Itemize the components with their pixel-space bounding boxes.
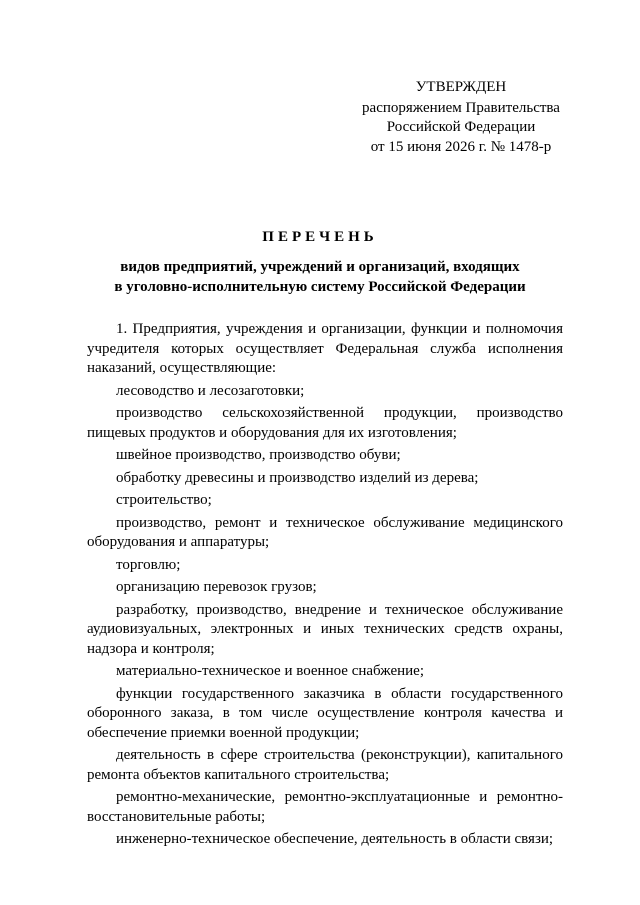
list-item: торговлю; <box>116 556 181 573</box>
list-item: лесоводство и лесозаготовки; <box>116 382 305 399</box>
document-heading <box>0 227 640 297</box>
document-subtitle-line-1: видов предприятий, учреждений и организаций, входящих <box>120 259 520 275</box>
list-item: организацию перевозок грузов; <box>116 579 317 595</box>
list-item: материально-техническое и военное снабжение; <box>116 663 425 679</box>
document-title: ПЕРЕЧЕНЬ <box>262 229 378 245</box>
list-item: функции государственного заказчика в области государственного оборонного заказа, в том числе осуществление контроля качества и обеспечение приемки военной продукции; <box>87 685 563 741</box>
list-item: производство, ремонт и техническое обслуживание медицинского оборудования и аппаратуры; <box>87 514 563 550</box>
document-subtitle-line-2: в уголовно-исполнительную систему Российской Федерации <box>114 279 526 295</box>
list-item: инженерно-техническое обеспечение, деятельность в области связи; <box>116 831 554 847</box>
list-item: строительство; <box>116 492 212 508</box>
document-body <box>87 320 563 853</box>
list-item: разработку, производство, внедрение и техническое обслуживание аудиовизуальных, электронных и иных технических средств охраны, надзора и контроля; <box>87 601 563 657</box>
approval-line-date: от 15 июня 2026 г. № 1478-р <box>370 138 552 155</box>
list-item: обработку древесины и производство изделий из дерева; <box>116 469 479 486</box>
approval-title: УТВЕРЖДЕН <box>415 79 507 95</box>
list-item: производство сельскохозяйственной продукции, производство пищевых продуктов и оборудования для их изготовления; <box>87 405 563 441</box>
approval-stamp <box>330 78 592 157</box>
list-item-intro: 1. Предприятия, учреждения и организации, функции и полномочия учредителя которых осуществляет Федеральная служба исполнения наказаний, осуществляющие: <box>87 321 563 376</box>
approval-line-decree: распоряжением Правительства <box>362 99 560 116</box>
list-item: деятельность в сфере строительства (реконструкции), капитального ремонта объектов капитального строительства; <box>87 747 563 783</box>
list-item: швейное производство, производство обуви; <box>116 447 401 463</box>
approval-line-country: Российской Федерации <box>386 119 536 135</box>
list-item: ремонтно-механические, ремонтно-эксплуатационные и ремонтно-восстановительные работы; <box>87 789 563 825</box>
document-subtitle <box>0 257 640 297</box>
